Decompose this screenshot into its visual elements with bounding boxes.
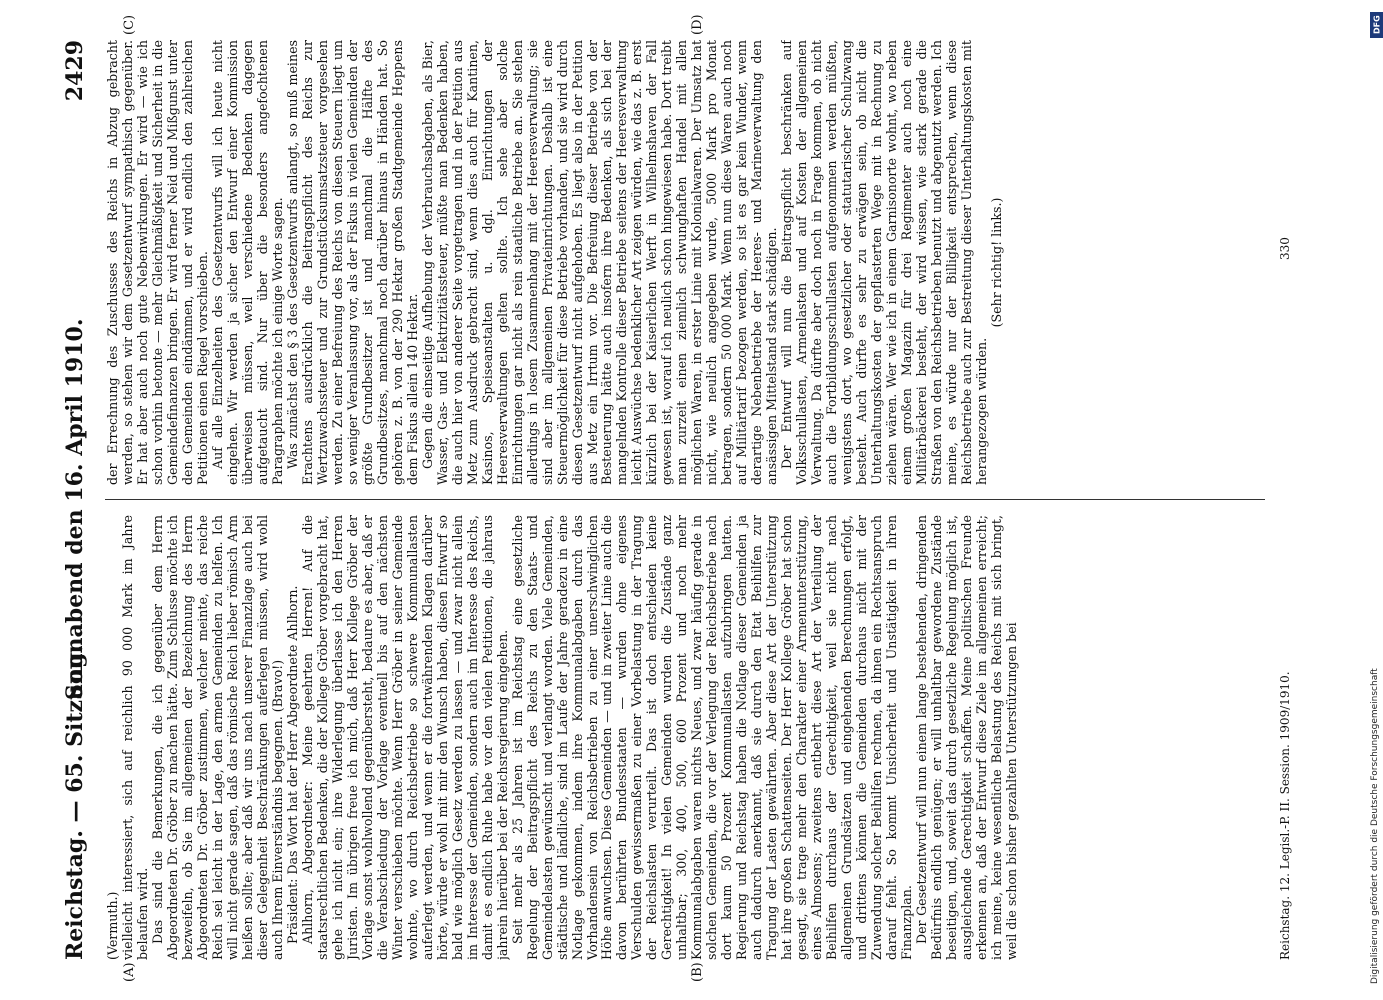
margin-marker-a: (A) — [122, 962, 137, 982]
paragraph: Das sind die Bemerkungen, die ich gegenüber dem Herrn Abgeordneten Dr. Gröber zu machen hätte. Zum Schlusse möchte ich bezweifeln, ob Sie im allgemeinen der Bezeichnung des Herrn Abgeordneten Dr. Gröber zustimmen, welcher meinte, das reiche Reich sei leicht in der Lage, den armen Gemeinden zu helfen. Ich will nicht gerade sagen, daß das römische Reich lieber römisch Arm heißen sollte; aber daß wir uns nach unserer Finanzlage auch bei dieser Gelegenheit Beschränkungen auferlegen müssen, wird wohl auch Ihrem Einverständnis begegnen. (Bravo!) — [149, 515, 285, 960]
page-footer — [1278, 515, 1292, 960]
paragraph: Auf alle Einzelheiten des Gesetzentwurfs will ich heute nicht eingehen. Wir werden ja sicher den Entwurf einer Kommission überweisen müssen, weil verschiedene Bedenken dagegen aufgetaucht sind. Nur über die besonders angefochtenen Paragraphen möchte ich einige Worte sagen. — [209, 40, 285, 485]
president-statement: Präsident: Das Wort hat der Herr Abgeordnete Ahlhorn. — [284, 585, 300, 944]
right-column — [105, 40, 1275, 485]
margin-marker-b: (B) — [690, 962, 705, 982]
interjection: (Sehr richtig! links.) — [989, 197, 1005, 328]
paragraph: Der Entwurf will nun die Beitragspflicht beschränken auf Volksschullasten, Armenlasten und auf Kosten der allgemeinen Verwaltung. Da dürfte aber doch noch in Frage kommen, ob nicht auch die Fortbildungsschullasten aufgenommen werden müßten, wenigstens dort, wo gesetzlicher oder statutarischer Schulzwang besteht. Auch dürfte es sehr zu erwägen sein, ob nicht die Unterhaltungskosten der gepflasterten Wege mit in Rechnung zu ziehen wären. Wer wie ich in einem Garnisonorte wohnt, wo neben einem großen Magazin für drei Regimenter auch noch eine Militärbäckerei besteht, der wird wissen, wie stark gerade die Straßen von den Reichsbetrieben benutzt und abgenutzt werden. Ich meine, es würde nur der Billigkeit entsprechen, wenn diese Reichsbetriebe auch zur Bestreitung dieser Unterhaltungskosten mit herangezogen würden. — [779, 40, 990, 485]
header-left: Reichstag. — 65. Sitzung. — [62, 644, 88, 960]
left-column — [105, 515, 1275, 960]
margin-marker-d: (D) — [690, 14, 705, 35]
header-date: Sonnabend den 16. April 1910. — [62, 318, 88, 700]
margin-marker-c: (C) — [122, 14, 137, 35]
paragraph: Ahlhorn, Abgeordneter: Meine geehrten Herren! Auf die staatsrechtlichen Bedenken, die der Kollege Gröber vorgebracht hat, gehe ich nicht ein; ihre Widerlegung überlasse ich den Herren Juristen. Im übrigen freue ich mich, daß Herr Kollege Gröber der Vorlage sonst wohlwollend gegenübersteht, bedaure es aber, daß er die Verabschiedung der Vorlage eventuell bis auf den nächsten Winter verschieben möchte. Wenn Herr Gröber in seiner Gemeinde wohnte, wo durch Reichsbetriebe so schwere Kommunallasten auferlegt werden, und wenn er die fortwährenden Klagen darüber hörte, würde er wohl mit mir den Wunsch haben, diesen Entwurf so bald wie möglich Gesetz werden zu lassen — und zwar nicht allein im Interesse der Gemeinden, sondern auch im Interesse des Reichs, damit es endlich Ruhe habe vor den vielen Petitionen, die jahraus jahrein hierüber bei der Reichsregierung eingehen. — [299, 515, 510, 960]
paragraph: vielleicht interessiert, sich auf reichlich 90 000 Mark im Jahre belaufen wird. — [119, 515, 150, 960]
paragraph: Was zunächst den § 3 des Gesetzentwurfs anlangt, so muß meines Erachtens ausdrücklich die Beitragspflicht des Reichs zur Wertzuwachssteuer und zur Grundstücksumsatzsteuer vorgesehen werden. Zu einer Befreiung des Reichs von diesen Steuern liegt um so weniger Veranlassung vor, als der Fiskus in vielen Gemeinden der größte Grundbesitzer ist und manchmal die Hälfte des Grundbesitzes, manchmal noch darüber hinaus in Händen hat. So gehören z. B. von der 290 Hektar großen Stadtgemeinde Heppens dem Fiskus allein 140 Hektar. — [284, 40, 420, 485]
paragraph: der Errechnung des Zuschusses des Reichs in Abzug gebracht werden, so stehen wir dem Gesetzentwurf sympathisch gegenüber. Er hat aber auch noch gute Nebenwirkungen. Er wird — wie ich schon vorhin betonte — mehr Gleichmäßigkeit und Sicherheit in die Gemeindefinanzen bringen. Er wird ferner Neid und Mißgunst unter den Gemeinden eindämmen, und er wird endlich den zahlreichen Petitionen einen Riegel vorschieben. — [105, 40, 210, 485]
footer-session: Reichstag. 12. Legisl.-P. II. Session. 1909/1910. — [1278, 671, 1292, 960]
paragraph: Gegen die einseitige Aufhebung der Verbrauchsabgaben, als Bier, Wasser, Gas- und Elektrizitätssteuer, müßte man Bedenken haben, die auch hier von anderer Seite vorgetragen und in der Petition aus Metz zum Ausdruck gebracht sind, wenn dies auch für Kantinen, Kasinos, Speiseanstalten u. dgl. Einrichtungen der Heeresverwaltungen gelten sollte. Ich sehe aber solche Einrichtungen gar nicht als rein staatliche Betriebe an. Sie stehen allerdings in losem Zusammenhang mit der Heeresverwaltung; sie sind aber im allgemeinen Privateinrichtungen. Deshalb ist eine Steuermöglichkeit für diese Betriebe vorhanden, und sie wird durch diesen Gesetzentwurf nicht aufgehoben. Es liegt also in der Petition aus Metz ein Irrtum vor. Die Befreiung dieser Betriebe von der Besteuerung hätte auch insofern ihre Bedenken, als sich bei der mangelnden Kontrolle dieser Betriebe seitens der Heeresverwaltung leicht Auswüchse bedenklicher Art zeigen würden, wie das z. B. erst kürzlich bei der Kaiserlichen Werft in Wilhelmshaven der Fall gewesen ist, worauf ich neulich schon hingewiesen habe. Dort treibt man zurzeit einen ziemlich schwunghaften Handel mit allen möglichen Waren, in erster Linie mit Kolonialwaren. Der Umsatz hat nicht, wie neulich angegeben wurde, 5000 Mark pro Monat betragen, sondern 50 000 Mark. Wenn nun diese Waren auch noch auf Militärtarif bezogen werden, so ist es gar kein Wunder, wenn derartige Nebenbetriebe der Heeres- und Marineverwaltung den ansässigen Mittelstand stark schädigen. — [419, 40, 780, 485]
header-page-number: 2429 — [62, 40, 88, 102]
speaker-note: (Vermuth.) — [105, 891, 120, 960]
page-header — [62, 40, 92, 960]
paragraph: Der Gesetzentwurf will nun einem lange bestehenden, dringenden Bedürfnis endlich genügen; er will unhaltbar gewordene Zustände beseitigen, und, soweit das durch gesetzliche Regelung möglich ist, ausgleichende Gerechtigkeit schaffen. Meine politischen Freunde erkennen an, daß der Entwurf diese Ziele im allgemeinen erreicht; ich meine, keine wesentliche Belastung des Reichs mit sich bringt, weil die schon bisher gezahlten Unterstützungen bei — [914, 515, 1020, 960]
paragraph: Seit mehr als 25 Jahren ist im Reichstag eine gesetzliche Regelung der Beitragspflicht des Reichs zu den Staats- und Gemeindelasten gewünscht und verlangt worden. Viele Gemeinden, städtische und ländliche, sind im Laufe der Jahre geradezu in eine Notlage gekommen, indem ihre Kommunalabgaben durch das Vorhandensein von Reichsbetrieben zu einer unerschwinglichen Höhe anwuchsen. Diese Gemeinden — und in zweiter Linie auch die davon berührten Bundesstaaten — wurden ohne eigenes Verschulden gewissermaßen zu einer Vorbelastung in der Tragung der Reichslasten verurteilt. Das ist doch entschieden keine Gerechtigkeit! In vielen Gemeinden wurden die Zustände ganz unhaltbar; 300, 400, 500, 600 Prozent und noch mehr Kommunalabgaben waren nichts Neues, und zwar häufig gerade in solchen Gemeinden, die vor der Verlegung der Reichsbetriebe nach dort kaum 50 Prozent Kommunallasten aufzubringen hatten. Regierung und Reichstag haben die Notlage dieser Gemeinden ja auch dadurch anerkannt, daß sie durch den Etat Beihilfen zur Tragung der Lasten gewährten. Aber diese Art der Unterstützung hat ihre großen Schattenseiten. Der Herr Kollege Gröber hat schon gesagt, sie trage mehr den Charakter einer Armenunterstützung, eines Almosens; zweitens entbehrt diese Art der Verteilung der Beihilfen durchaus der Gerechtigkeit, weil sie nicht nach allgemeinen Grundsätzen und eingehenden Berechnungen erfolgt, und drittens können die Gemeinden durchaus nicht mit der Zuwendung solcher Beihilfen rechnen, da ihnen ein Rechtsanspruch darauf fehlt. So kommt Unsicherheit und Unstätigkeit in ihren Finanzplan. — [509, 515, 915, 960]
dfg-logo: DFG — [1370, 12, 1383, 38]
column-divider — [105, 499, 1265, 500]
digitization-credit: Digitalisierung gefördert durch die Deutsche Forschungsgemeinschaft — [1370, 668, 1380, 984]
footer-page-number: 330 — [1278, 237, 1292, 260]
